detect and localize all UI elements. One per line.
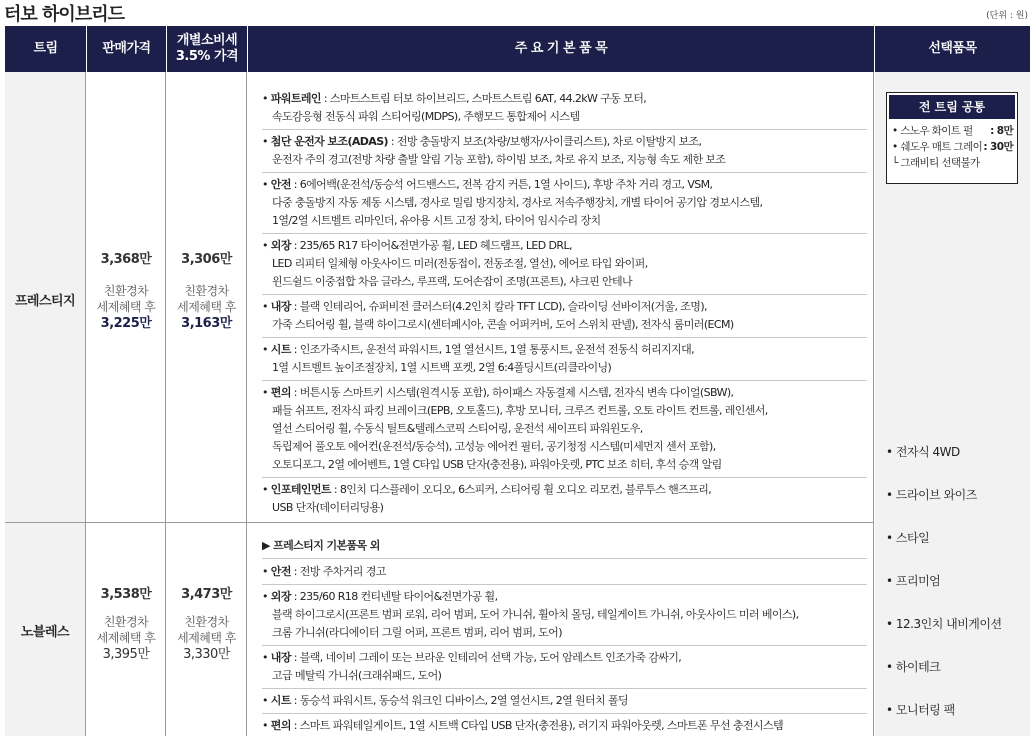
tax-price-value: 3,306만 [181,252,232,267]
option-item: • 전자식 4WD [886,445,960,459]
price-sub-label: 친환경차 [103,284,149,298]
feature-line: 패들 쉬프트, 전자식 파킹 브레이크(EPB, 오토홀드), 후방 모니터, 크루즈 컨트롤, 오토 라이트 컨트롤, 레인센서, [272,404,768,417]
header-trim: 트림 [5,26,86,72]
option-item: • 12.3인치 내비게이션 [886,617,1002,631]
unit-label: (단위 : 원) [986,11,1028,21]
tax-sub-label: 친환경차 [184,284,229,298]
feature-line: • 내장 : 블랙, 네이비 그레이 또는 브라운 인테리어 선택 가능, 도어 암레스트 인조가죽 감싸기, [262,651,682,664]
feature-line: 가죽 스티어링 휠, 블랙 하이그로시(센터페시아, 콘솔 어퍼커버, 도어 스위치 판넬), 전자식 룸미러(ECM) [272,318,734,331]
price-block [87,583,165,664]
feature-line: 1열/2열 시트벨트 리마인더, 유아용 시트 고정 장치, 타이어 임시수리 장치 [272,214,601,227]
feature-item [262,384,867,478]
common-option-price: : 8만 [990,125,1013,137]
noblesse-items [262,563,867,738]
feature-item [262,692,867,714]
price-block [87,248,165,333]
common-title: 전 트림 공통 [889,95,1015,119]
feature-item [262,717,867,738]
option-item: • 모니터링 팩 [886,703,955,717]
feature-line: • 외장 : 235/60 R18 컨티넨탈 타이어&전면가공 휠, [262,590,498,603]
tax-sub-label: 세제혜택 후 [177,631,236,645]
common-option-name: • 스노우 화이트 펄 [892,125,973,137]
feature-line: • 편의 : 스마트 파워테일게이트, 1열 시트백 C타입 USB 단자(충전용), 러기지 파워아웃렛, 스마트폰 무선 충전시스템 [262,719,783,732]
tax-cell-prestige [167,72,247,522]
trim-cell-noblesse [5,523,86,736]
trim-name: 프레스티지 [14,294,76,309]
price-sub-label: 세제혜택 후 [96,300,156,314]
price-after-value: 3,225만 [100,316,152,331]
common-list [887,119,1017,171]
common-option-name: • 쉐도우 매트 그레이 [892,141,983,153]
feature-line: • 안전 : 6에어백(운전석/동승석 어드밴스드, 전복 감지 커튼, 1열 사이드), 후방 주차 거리 경고, VSM, [262,178,713,191]
feature-item [262,237,867,295]
noblesse-item-list [262,537,867,741]
feature-item [262,341,867,381]
feature-line: • 파워트레인 : 스마트스트림 터보 하이브리드, 스마트스트림 6AT, 44.2kW 구동 모터, [262,92,647,105]
tax-price-block [167,583,246,664]
option-item: • 하이테크 [886,660,941,674]
feature-line: • 첨단 운전자 보조(ADAS) : 전방 충돌방지 보조(차량/보행자/사이클리스트), 차로 이탈방지 보조, [262,135,702,148]
feature-line: • 안전 : 전방 주차거리 경고 [262,565,386,578]
feature-line: 윈드쉴드 이중접합 차음 글라스, 루프랙, 도어손잡이 조명(프론트), 샤크핀 안테나 [272,275,633,288]
tax-after-value: 3,163만 [181,316,232,331]
feature-line: • 외장 : 235/65 R17 타이어&전면가공 휠, LED 헤드램프, LED DRL, [262,239,572,252]
header-main-items: 주 요 기 본 품 목 [248,26,874,72]
feature-line: • 내장 : 블랙 인테리어, 슈퍼비전 클러스터(4.2인치 칼라 TFT LCD), 슬라이딩 선바이저(거울, 조명), [262,300,707,313]
header-tax-price [167,26,247,72]
common-options-box [886,92,1018,184]
price-cell-prestige [87,72,166,522]
feature-item [262,649,867,689]
feature-line: 다중 충돌방지 자동 제동 시스템, 경사로 밀림 방지장치, 경사로 저속주행장치, 개별 타이어 공기압 경보시스템, [272,196,763,209]
price-after-value: 3,395만 [102,647,150,662]
header-tax-line1: 개별소비세 [176,33,238,48]
feature-line: 속도감응형 전동식 파워 스티어링(MDPS), 주행모드 통합제어 시스템 [272,110,580,123]
common-note: └ 그래비티 선택불가 [892,157,980,169]
feature-line: • 편의 : 버튼시동 스마트키 시스템(원격시동 포함), 하이패스 자동결제 시스템, 전자식 변속 다이얼(SBW), [262,386,734,399]
tax-price-block [167,248,246,333]
common-option-row [892,139,1013,155]
feature-item [262,588,867,646]
feature-item [262,133,867,173]
feature-line: 독립제어 풀오토 에어컨(운전석/동승석), 고성능 에어컨 필터, 공기청정 시스템(미세먼지 센서 포함), [272,440,716,453]
main-items-noblesse [248,523,874,736]
tax-sub-label: 세제혜택 후 [177,300,236,314]
trim-cell-prestige [5,72,86,522]
options-list [886,440,1026,741]
feature-item [262,481,867,520]
tax-price-value: 3,473만 [181,587,232,602]
trim-name: 노블레스 [20,625,70,640]
feature-line: • 시트 : 동승석 파워시트, 동승석 워크인 디바이스, 2열 열선시트, 2열 원터치 폴딩 [262,694,629,707]
feature-line: 1열 시트벨트 높이조절장치, 1열 시트백 포켓, 2열 6:4폴딩시트(리클라이닝) [272,361,612,374]
tax-sub-label: 친환경차 [184,615,229,629]
feature-line: 크롬 가니쉬(라디에이터 그릴 어퍼, 프론트 범퍼, 리어 범퍼, 도어) [272,626,562,639]
feature-line: 열선 스티어링 휠, 수동식 틸트&텔레스코픽 스티어링, 운전석 세이프티 파워윈도우, [272,422,643,435]
price-value: 3,368만 [100,252,152,267]
feature-line: • 시트 : 인조가죽시트, 운전석 파워시트, 1열 열선시트, 1열 통풍시트, 운전석 전동식 허리지지대, [262,343,694,356]
price-value: 3,538만 [100,587,152,602]
feature-line: 운전자 주의 경고(전방 차량 출발 알림 기능 포함), 하이빔 보조, 차로 유지 보조, 지능형 속도 제한 보조 [272,153,726,166]
tax-cell-noblesse [167,523,247,736]
feature-item [262,298,867,338]
header-tax-line2: 3.5% 가격 [175,49,239,64]
feature-line: 오토디포그, 2열 에어벤트, 1열 C타입 USB 단자(충전용), 파워아웃렛, PTC 보조 히터, 후석 승객 알림 [272,458,722,471]
feature-line: 고급 메탈릭 가니쉬(크래쉬패드, 도어) [272,669,442,682]
tax-after-value: 3,330만 [183,647,230,662]
feature-item [262,176,867,234]
price-sub-label: 세제혜택 후 [96,631,156,645]
option-item: • 프리미엄 [886,574,941,588]
option-item: • 스타일 [886,531,930,545]
feature-line: • 인포테인먼트 : 8인치 디스플레이 오디오, 6스피커, 스티어링 휠 오디오 리모컨, 블루투스 핸즈프리, [262,483,712,496]
prestige-item-list [262,90,867,523]
header-price: 판매가격 [87,26,166,72]
noblesse-header: ▶ 프레스티지 기본품목 외 [262,537,867,559]
common-option-row [892,123,1013,139]
option-item: • 드라이브 와이즈 [886,488,977,502]
feature-line: LED 리피터 일체형 아웃사이드 미러(전동접이, 전동조절, 열선), 에어로 타입 와이퍼, [272,257,648,270]
feature-line: 블랙 하이그로시(프론트 범퍼 로워, 리어 범퍼, 도어 가니쉬, 휠아치 몰딩, 테일게이트 가니쉬, 아웃사이드 미러 베이스), [272,608,799,621]
feature-item [262,563,867,585]
feature-item [262,90,867,130]
price-sub-label: 친환경차 [103,615,149,629]
header-options: 선택품목 [875,26,1030,72]
common-option-price: : 30만 [983,141,1013,153]
page-title: 터보 하이브리드 [4,4,124,25]
main-items-prestige [248,72,874,522]
feature-line: USB 단자(데이터리딩용) [272,501,384,514]
row-separator [5,522,874,523]
price-cell-noblesse [87,523,166,736]
